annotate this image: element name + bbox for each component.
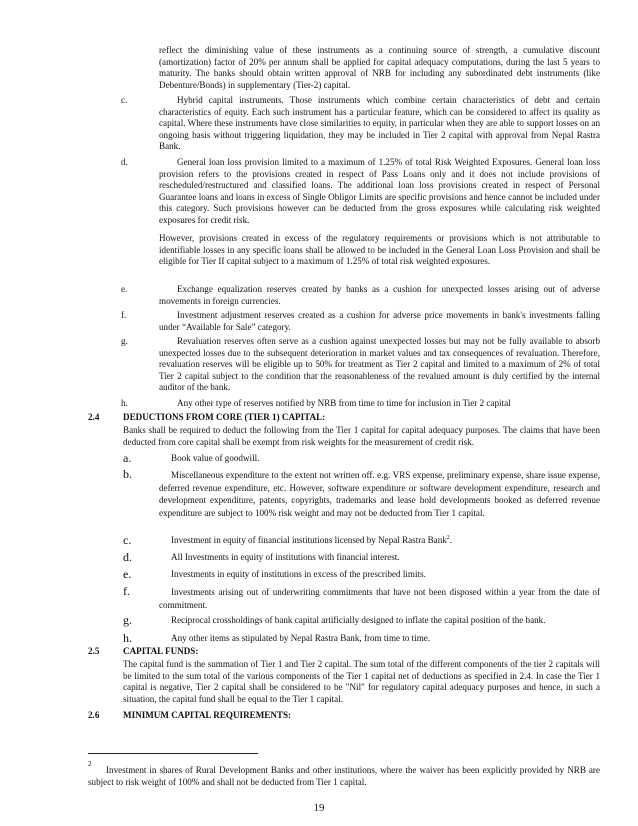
footnote-mark: 2 <box>88 760 92 768</box>
section-2-5-text: The capital fund is the summation of Tier 1 and Tier 2 capital. The sum total of the different components of the tier 2 capitals will be limited to the sum total of the various components of the Tier 1 capital net of deductions as specified in 2.4. In case the Tier 1 capital is negative, Tier 2 capital shall be considered to be "Nil" for regulatory capital adequacy purposes and hence, in such a situation, the capital fund shall be equal to the Tier 1 capital. <box>123 659 600 704</box>
deduction-f-text: Investments arising out of underwriting commitments that have not been disposed within a year from the date of commitment. <box>159 587 600 610</box>
item-f-label: f. <box>121 310 127 320</box>
page-number: 19 <box>313 802 325 814</box>
deduction-d-label: d. <box>123 550 132 564</box>
section-2-5-heading: CAPITAL FUNDS: <box>123 646 199 656</box>
section-2-4-heading: DEDUCTIONS FROM CORE (TIER 1) CAPITAL: <box>123 412 326 422</box>
footnote-text: Investment in shares of Rural Development Banks and other institutions, where the waiver has been explicitly provided by NRB are subject to risk weight of 100% and shall not be deducted from Tier 1 capital. <box>88 765 600 787</box>
deduction-e-text: Investments in equity of institutions in excess of the prescribed limits. <box>171 569 426 579</box>
item-c-label: c. <box>121 95 128 105</box>
section-2-4-intro: Banks shall be required to deduct the following from the Tier 1 capital for capital adequacy purposes. The claims that have been deducted from core capital shall be exempt from risk weights for the measurement of credit risk. <box>123 425 600 447</box>
deduction-a-text: Book value of goodwill. <box>171 453 260 463</box>
section-2-6-number: 2.6 <box>88 710 100 720</box>
deduction-d-text: All Investments in equity of institutions with financial interest. <box>171 552 400 562</box>
deduction-e-label: e. <box>123 567 132 581</box>
item-g-label: g. <box>121 336 128 346</box>
item-c-text: Hybrid capital instruments. Those instruments which combine certain characteristics of debt and certain characteristics of equity. Each such instrument has a particular feature, which can be considered to affect its quality as capital. Where these instruments have close similarities to equity, in particular when they are able to support losses on an ongoing basis without triggering liquidation, they may be included in Tier 2 capital with approval from Nepal Rastra Bank. <box>159 95 600 152</box>
item-e-label: e. <box>121 284 128 294</box>
section-2-5-number: 2.5 <box>88 646 100 656</box>
item-d-label: d. <box>121 157 128 167</box>
footnote-ref: 2 <box>446 534 450 541</box>
deduction-c-text: Investment in equity of financial institutions licensed by Nepal Rastra Bank$^2$. <box>171 534 453 545</box>
section-2-6-heading: MINIMUM CAPITAL REQUIREMENTS: <box>123 710 292 720</box>
item-d-continuation: However, provisions created in excess of the regulatory requirements or provisions which is not attributable to identifiable losses in any specific loans shall be allowed to be included in the General Loan Loss Provision and shall be eligible for Tier II capital subject to a maximum of 1.25% of total risk weighted exposures. <box>159 233 600 267</box>
footnote-divider <box>88 753 258 754</box>
item-g-text: Revaluation reserves often serve as a cushion against unexpected losses but may not be fully available to absorb unexpected losses due to the subsequent deterioration in market values and tax consequences of revaluation. Therefore, revaluation reserves will be eligible up to 50% for treatment as Tier 2 capital and limited to a maximum of 2% of total Tier 2 capital subject to the condition that the reasonableness of the revalued amount is duly certified by the internal auditor of the bank. <box>159 336 600 393</box>
deduction-g-text: Reciprocal crossholdings of bank capital artificially designed to inflate the capital position of the bank. <box>171 615 546 625</box>
deduction-a-label: a. <box>123 451 132 465</box>
item-h-label: h. <box>121 398 128 408</box>
deduction-h-label: h. <box>123 631 132 645</box>
deduction-c-label: c. <box>123 533 132 547</box>
deduction-b-label: b. <box>123 467 132 481</box>
section-2-4-number: 2.4 <box>88 412 100 422</box>
deduction-g-label: g. <box>123 613 132 627</box>
deduction-f-label: f. <box>123 584 130 598</box>
continuation-paragraph: reflect the diminishing value of these instruments as a continuing source of strength, a cumulative discount (amortization) factor of 20% per annum shall be applied for capital adequacy computations, during the last 5 years to maturity. The banks should obtain written approval of NRB for including any subordinated debt instruments (like Debenture/Bonds) in supplementary (Tier-2) capital. <box>159 45 600 90</box>
deduction-b-text: Miscellaneous expenditure to the extent not written off. e.g. VRS expense, preliminary expense, share issue expense, deferred revenue expenditure, etc. However, software expenditure or software development expenditure, research and development expenditure, patents, copyrights, trademarks and lease hold developments booked as deferred revenue expenditure are subject to 100% risk weight and may not be deducted from Tier 1 capital. <box>159 470 600 518</box>
item-h-text: Any other type of reserves notified by NRB from time to time for inclusion in Tier 2 capital <box>177 398 511 408</box>
item-e-text: Exchange equalization reserves created by banks as a cushion for unexpected losses arising out of adverse movements in foreign currencies. <box>159 284 600 306</box>
deduction-h-text: Any other items as stipulated by Nepal Rastra Bank, from time to time. <box>171 633 431 643</box>
item-f-text: Investment adjustment reserves created as a cushion for adverse price movements in bank's investments falling under “Available for Sale” category. <box>159 310 600 332</box>
item-d-text: General loan loss provision limited to a maximum of 1.25% of total Risk Weighted Exposures. General loan loss provision refers to the provisions created in respect of Pass Loans only and it does not include provisions of rescheduled/restructured and classified loans. The additional loan loss provisions created in respect of Personal Guarantee loans and loans in excess of Single Obligor Limits are specific provisions and hence cannot be included under this category. Such provisions however can be deducted from the gross exposures while calculating risk weighted exposures for credit risk. <box>159 157 600 225</box>
